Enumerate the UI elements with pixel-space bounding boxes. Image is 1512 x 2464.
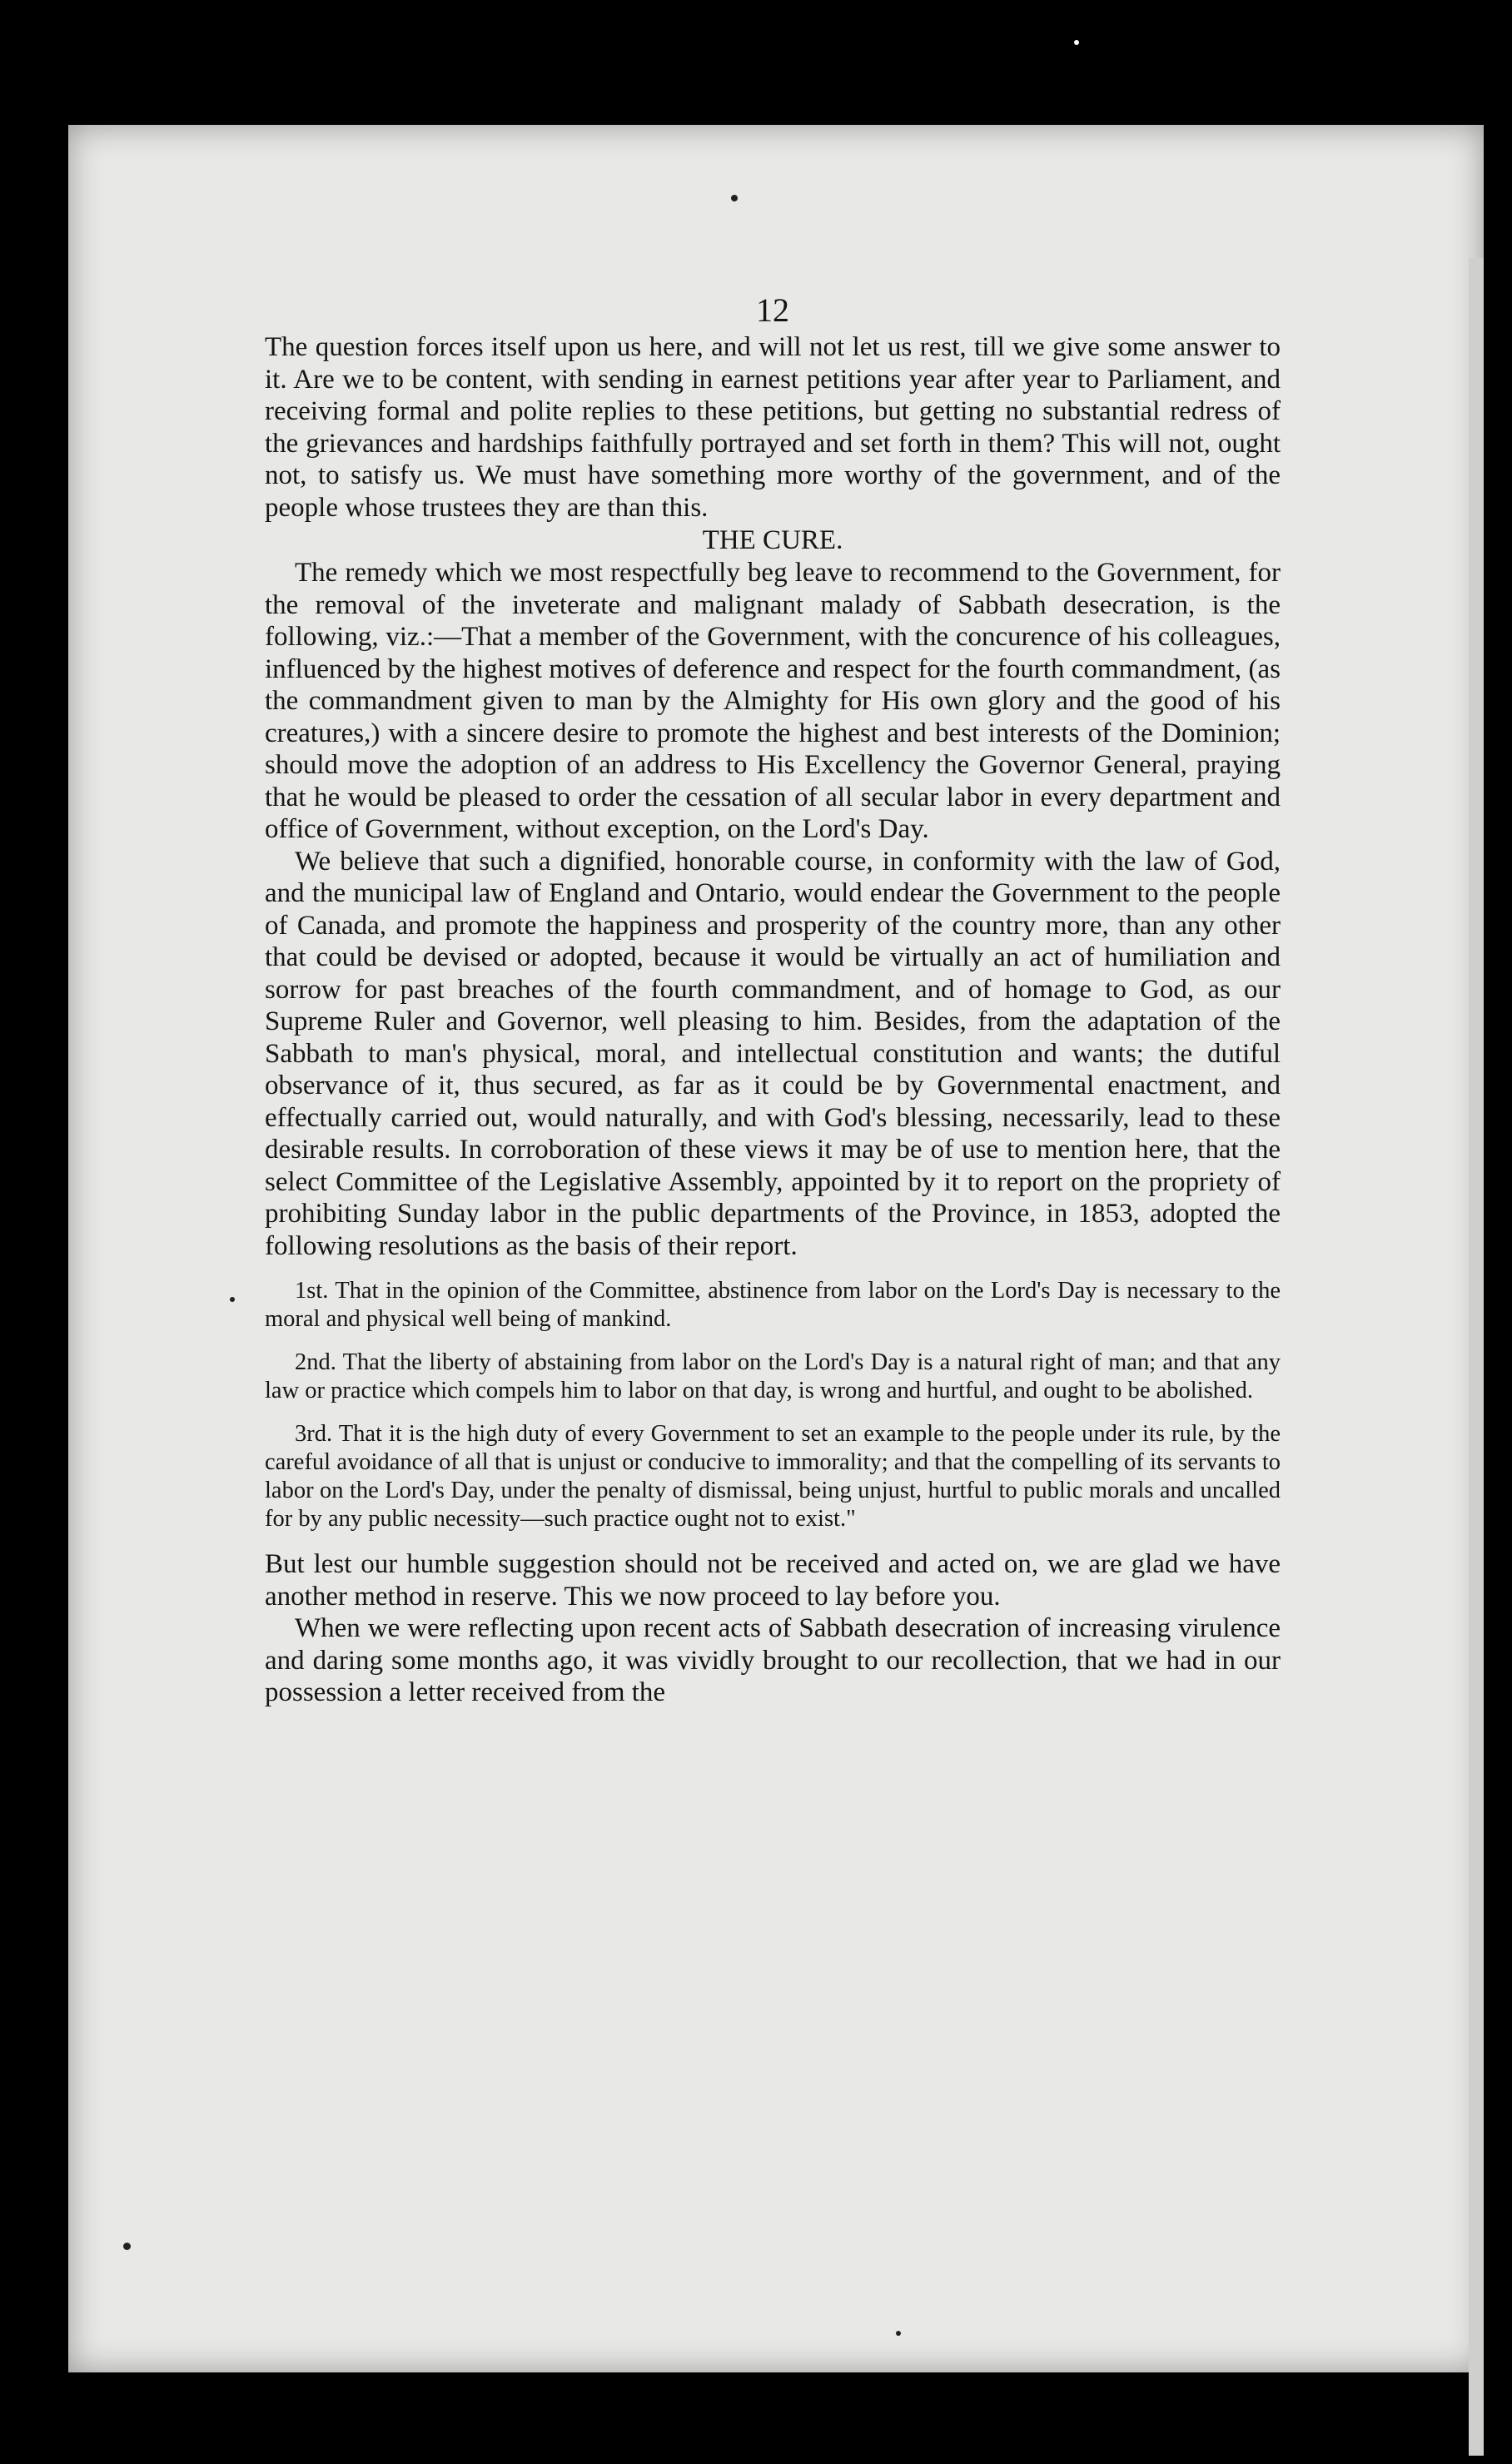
scan-speck — [123, 2243, 131, 2250]
scan-speck — [1074, 40, 1079, 45]
scan-speck — [896, 2331, 901, 2336]
page-content — [265, 291, 1281, 1709]
resolution-item: 1st. That in the opinion of the Committee, abstinence from labor on the Lord's Day is necessary to the moral and physical well being of mankind. — [265, 1278, 1281, 1332]
paragraph: The question forces itself upon us here, and will not let us rest, till we give some answer to it. Are we to be content, with sending in earnest petitions year after year to Parliament, and receiving formal and polite replies to these petitions, but getting no substantial redress of the grievances and hardships faithfully portrayed and set forth in them? This will not, ought not, to satisfy us. We must have something more worthy of the government, and of the people whose trustees they are than this. — [265, 332, 1281, 523]
section-heading: THE CURE. — [702, 525, 843, 555]
resolution-item: 2nd. That the liberty of abstaining from labor on the Lord's Day is a natural right of man; and that any law or practice which compels him to labor on that day, is wrong and hurtful, and ought to be abolished. — [265, 1349, 1281, 1403]
resolution-item: 3rd. That it is the high duty of every Government to set an example to the people under its rule, by the careful avoidance of all that is unjust or conducive to immorality; and that the compelling of its servants to labor on the Lord's Day, under the penalty of dismissal, being unjust, hurtful to public morals and uncalled for by any public necessity—such practice ought not to exist." — [265, 1421, 1281, 1532]
paragraph: We believe that such a dignified, honorable course, in conformity with the law of God, and the municipal law of England and Ontario, would endear the Government to the people of Canada, and promote the happiness and prosperity of the country more, than any other that could be devised or adopted, because it would be virtually an act of humiliation and sorrow for past breaches of the fourth commandment, and of homage to God, as our Supreme Ruler and Governor, well pleasing to him. Besides, from the adaptation of the Sabbath to man's physical, moral, and intellectual constitution and wants; the dutiful observance of it, thus secured, as far as it could be by Governmental enactment, and effectually carried out, would naturally, and with God's blessing, necessarily, lead to these desirable results. In corroboration of these views it may be of use to mention here, that the select Committee of the Legislative Assembly, appointed by it to report on the propriety of prohibiting Sunday labor in the public departments of the Province, in 1853, adopted the following resolutions as the basis of their report. — [265, 846, 1281, 1261]
page-edge — [1469, 258, 1484, 2456]
scan-speck — [230, 1297, 235, 1302]
page-number: 12 — [756, 291, 789, 329]
resolutions-list — [265, 1277, 1281, 1533]
scan-speck — [731, 195, 738, 201]
paragraph: When we were reflecting upon recent acts of Sabbath desecration of increasing virulence and daring some months ago, it was vividly brought to our recollection, that we had in our possession a letter received from the — [265, 1613, 1281, 1707]
paragraph: But lest our humble suggestion should not be received and acted on, we are glad we have another method in reserve. This we now proceed to lay before you. — [265, 1549, 1281, 1612]
paragraph: The remedy which we most respectfully beg leave to recommend to the Government, for the removal of the inveterate and malignant malady of Sabbath desecration, is the following, viz.:—That a member of the Government, with the concurence of his colleagues, influenced by the highest motives of deference and respect for the fourth commandment, (as the commandment given to man by the Almighty for His own glory and the good of his creatures,) with a sincere desire to promote the highest and best interests of the Dominion; should move the adoption of an address to His Excellency the Governor General, praying that he would be pleased to order the cessation of all secular labor in every department and office of Government, without exception, on the Lord's Day. — [265, 558, 1281, 844]
